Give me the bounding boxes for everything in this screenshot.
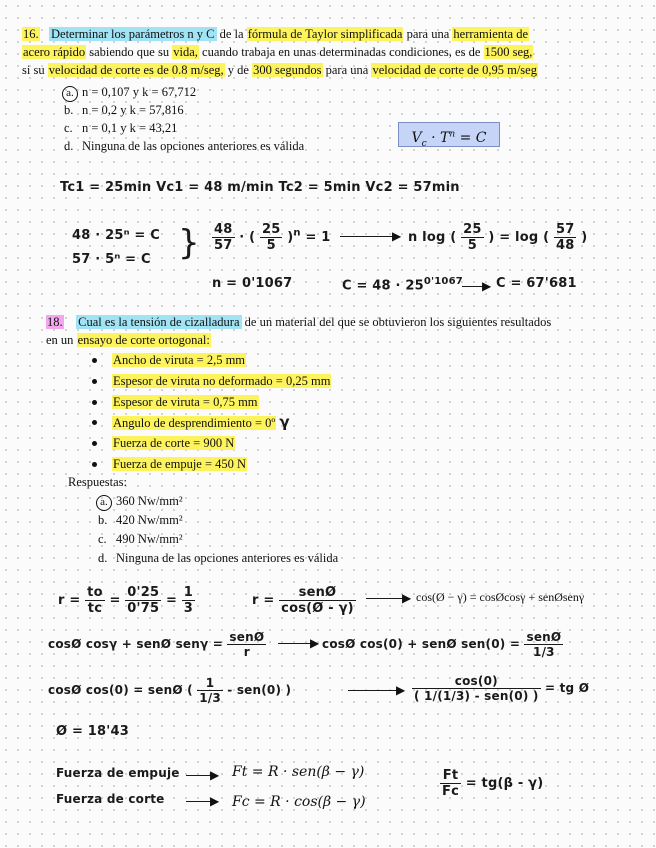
q18-row3: cosØ cos(0) = senØ ( $\frac{1}{1/3}$ - sen(0) ): [48, 676, 292, 705]
arrow-head-icon: ▶: [210, 794, 220, 808]
q18-fc-formula: Fc = R · cos(β − γ): [232, 794, 366, 810]
q18-answer-d[interactable]: d. Ninguna de las opciones anteriores es válida: [98, 551, 339, 565]
selected-circle: a.: [62, 86, 78, 102]
q16-line-1: 16. Determinar los parámetros n y C de la fórmula de Taylor simplificada para una herramienta de: [23, 27, 528, 41]
arrow-head-icon: ▶: [210, 768, 220, 782]
q16-work-ratio: $\frac{48}{57}$ · ( $\frac{25}{5}$ )$^n$ = 1: [214, 222, 331, 253]
q16-work-eq1: 48 · 25ⁿ = C: [72, 228, 160, 243]
q16-line-2: acero rápido sabiendo que su vida, cuando trabaja en unas determinadas condiciones, es de 1500 seg,: [23, 45, 533, 59]
arrow-line-1: [340, 236, 396, 237]
q18-r-formula: r = $\frac{\text{senØ}}{\cos(Ø - \gamma)}$: [252, 585, 354, 616]
list-item: Angulo de desprendimiento = 0º γ: [113, 413, 290, 431]
q18-empuje-label: Fuerza de empuje: [56, 766, 180, 780]
q18-line-1: 18. Cual es la tensión de cizalladura de un material del que se obtuvieron los siguientes resultados: [47, 315, 552, 329]
taylor-formula-box: $V_c \cdot T^n = C$: [398, 122, 500, 147]
q18-answers-label: Respuestas:: [68, 475, 128, 489]
list-item: Fuerza de empuje = 450 N: [113, 457, 247, 471]
q18-line-2: en un ensayo de corte ortogonal:: [46, 333, 210, 347]
q18-phi-result: Ø = 18'43: [56, 724, 129, 739]
q18-row3-result: $\frac{\cos(0)}{\text{( 1/(1/3) - sen(0) )}}$ = tg Ø: [414, 674, 590, 703]
q16-highlight-params: Determinar los parámetros n y C: [51, 27, 215, 41]
q16-option-c[interactable]: c. n = 0,1 y k = 43,21: [64, 121, 178, 135]
q18-ft-fc-ratio: $\frac{Ft}{Fc}$ = tg(β - γ): [442, 768, 544, 799]
q18-corte-label: Fuerza de corte: [56, 792, 165, 806]
q16-option-d[interactable]: d. Ninguna de las opciones anteriores es válida: [64, 139, 305, 153]
q18-answer-b[interactable]: b. 420 Nw/mm²: [98, 513, 183, 527]
q16-work-log-eq: n log ( $\frac{25}{5}$ ) = log ( $\frac{57}{48}$ ): [408, 222, 588, 253]
q16-c-result: $C = 48 \cdot 25^{0'1067}$: [342, 276, 463, 294]
q16-work-given-values: Tc1 = 25min Vc1 = 48 m/min Tc2 = 5min Vc2 = 57min: [60, 180, 460, 195]
list-item: Fuerza de corte = 900 N: [113, 436, 235, 450]
q16-number: 16.: [23, 27, 39, 41]
q18-trig-identity: cos(Ø − γ) = cosØcosγ + senØsenγ: [416, 590, 585, 604]
q18-answer-c[interactable]: c. 490 Nw/mm²: [98, 532, 183, 546]
q16-work-eq2: 57 · 5ⁿ = C: [72, 252, 151, 267]
arrow-head-icon: ▶: [402, 591, 412, 605]
arrow-line-4: [278, 643, 314, 644]
arrow-line-5: [348, 690, 400, 691]
q16-c-final: C = 67'681: [496, 276, 577, 291]
arrow-head-icon: ▶: [392, 229, 402, 243]
q16-line-3: si su velocidad de corte es de 0.8 m/seg, y de 300 segundos para una velocidad de corte de 0,95 m/seg: [22, 63, 537, 77]
arrow-head-icon: ▶: [396, 683, 406, 697]
q18-row2: cosØ cosγ + senØ senγ = $\frac{\text{senØ}}{r}$: [48, 630, 265, 659]
q18-number: 18.: [47, 315, 63, 329]
arrow-line-3: [366, 598, 406, 599]
list-item: Ancho de viruta = 2,5 mm: [113, 353, 246, 367]
q16-n-result: n = 0'1067: [212, 276, 293, 291]
q18-r-ratio: r = $\frac{to}{tc}$ = $\frac{0'25}{0'75}$ = $\frac{1}{3}$: [58, 585, 194, 616]
q16-option-b[interactable]: b. n = 0,2 y k = 57,816: [64, 103, 184, 117]
list-item: Espesor de viruta = 0,75 mm: [113, 395, 258, 409]
q16-option-a[interactable]: a. n = 0,107 y k = 67,712: [62, 83, 196, 102]
selected-circle: a.: [96, 495, 112, 511]
q18-answer-a[interactable]: a. 360 Nw/mm²: [96, 492, 183, 511]
brace-icon: }: [178, 223, 200, 263]
q18-row2-sub: cosØ cos(0) + senØ sen(0) = $\frac{\text{senØ}}{1/3}$: [322, 630, 562, 659]
list-item: Espesor de viruta no deformado = 0,25 mm: [113, 374, 331, 388]
q18-ft-formula: Ft = R · sen(β − γ): [232, 764, 365, 780]
arrow-head-icon: ▶: [310, 636, 320, 650]
arrow-head-icon: ▶: [482, 279, 492, 293]
